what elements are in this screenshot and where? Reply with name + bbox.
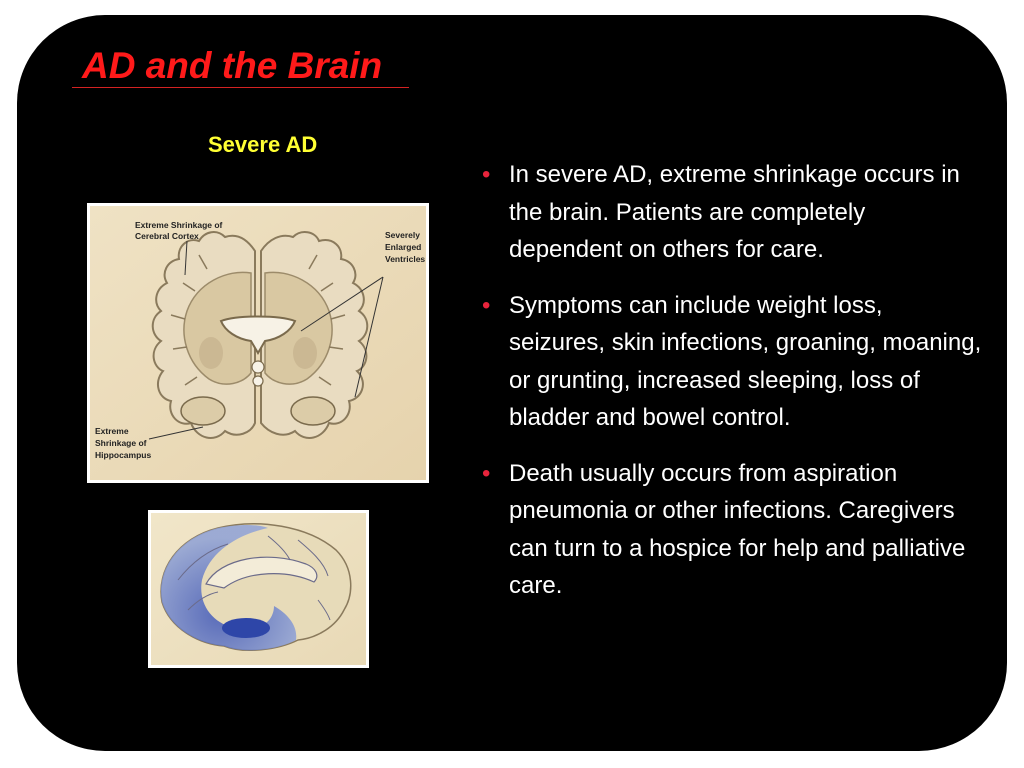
label-ventricles-1: Severely [385,230,420,240]
bullet-marker-icon: • [482,161,491,188]
label-cortex-2: Cerebral Cortex [135,231,199,241]
third-ventricle-top [252,361,264,373]
label-hippo-1: Extreme [95,426,129,436]
sagittal-brain-illustration [148,510,369,668]
right-basal-ganglia [293,337,317,369]
hippocampus-blue [222,618,270,638]
bullet-text: Death usually occurs from aspiration pneumonia or other infections. Caregivers can turn to a hospice for help and palliative care. [509,459,966,599]
label-hippo-3: Hippocampus [95,450,152,460]
coronal-brain-svg [87,203,429,483]
label-ventricles-2: Enlarged [385,242,422,252]
right-hippocampus [291,397,335,425]
coronal-brain-illustration [87,203,429,483]
slide-title: AD and the Brain [82,45,383,86]
bullet-item [482,287,982,437]
title-underline [72,87,409,88]
bullet-marker-icon: • [482,291,491,319]
bullet-item [482,156,982,269]
third-ventricle-bottom [253,376,263,386]
label-hippo-2: Shrinkage of [95,438,147,448]
bullet-marker-icon: • [482,459,491,487]
bullet-text: Symptoms can include weight loss, seizures, skin infections, groaning, moaning, or grunting, increased sleeping, loss of bladder and bowel control. [509,291,982,431]
sagittal-brain-svg [148,510,369,668]
left-hippocampus [181,397,225,425]
bullet-text: In severe AD, extreme shrinkage occurs in the brain. Patients are completely dependent on others for care. [509,161,960,263]
slide-subtitle: Severe AD [208,132,318,157]
label-ventricles-3: Ventricles [385,254,426,264]
bullet-item [482,455,982,605]
bullet-list [482,156,982,623]
label-cortex-1: Extreme Shrinkage of [135,220,223,230]
left-basal-ganglia [199,337,223,369]
